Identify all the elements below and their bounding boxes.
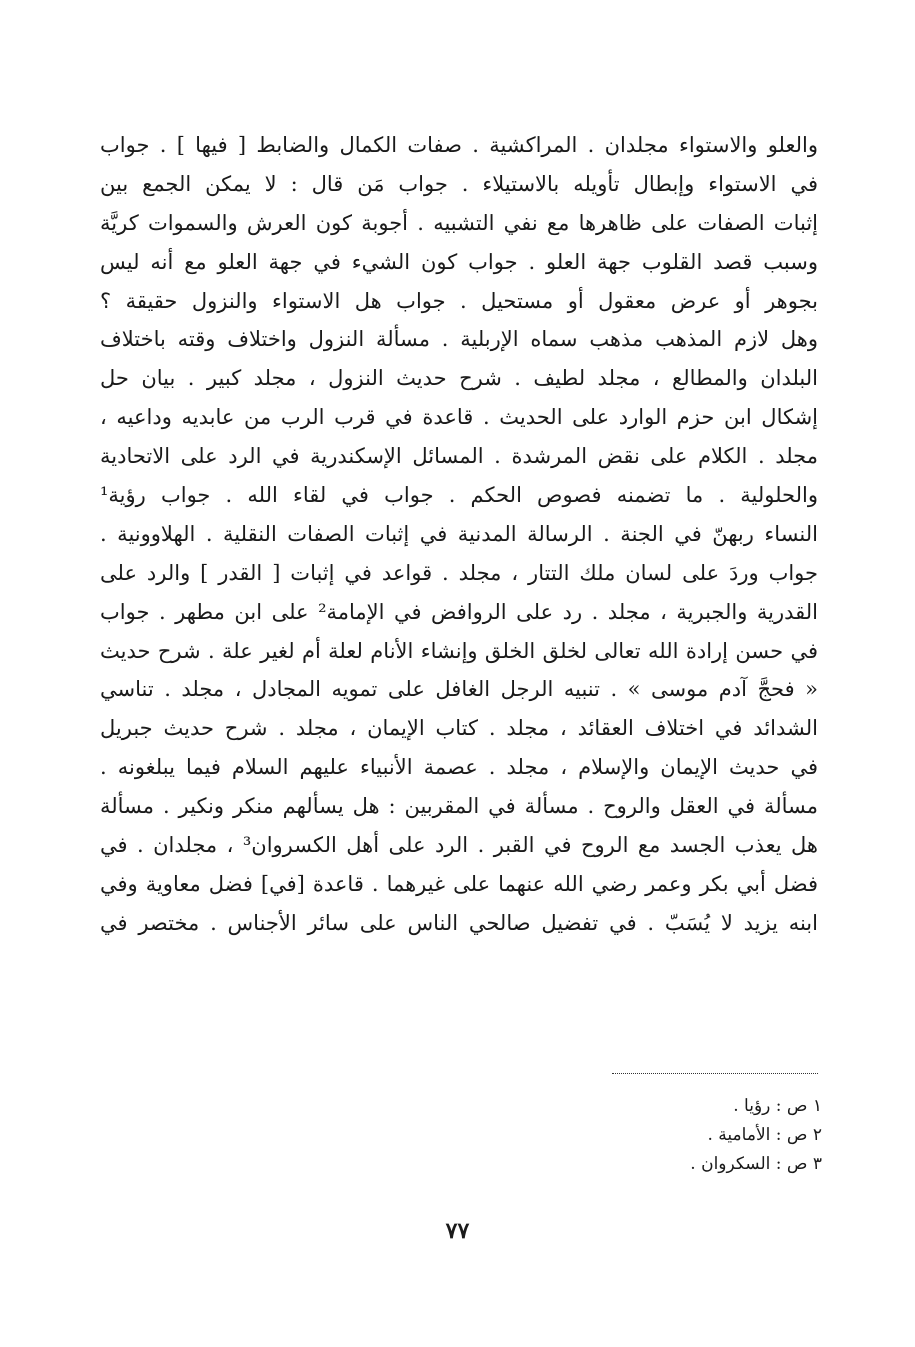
text-line: البلدان والمطالع ، مجلد لطيف . شرح حديث النزول ، مجلد كبير . بيان حل <box>100 366 818 391</box>
text-line: النساء ربهنّ في الجنة . الرسالة المدنية في إثبات الصفات النقلية . الهلاوونية . <box>100 521 818 546</box>
text-line: « فحجَّ آدم موسى » . تنبيه الرجل الغافل على تمويه المجادل ، مجلد . تناسي <box>100 677 818 702</box>
text-line: هل يعذب الجسد مع الروح في القبر . الرد على أهل الكسروان³ ، مجلدان . في <box>100 833 818 858</box>
text-line: بجوهر أو عرض معقول أو مستحيل . جواب هل الاستواء والنزول حقيقة ؟ <box>100 288 818 313</box>
text-line: فضل أبي بكر وعمر رضي الله عنهما على غيرهما . قاعدة [في] فضل معاوية وفي <box>100 871 818 896</box>
text-line: الشدائد في اختلاف العقائد ، مجلد . كتاب الإيمان ، مجلد . شرح حديث جبريل <box>100 716 818 741</box>
text-line: مجلد . الكلام على نقض المرشدة . المسائل الإسكندرية في الرد على الاتحادية <box>100 444 818 469</box>
footnote-separator <box>612 1073 818 1074</box>
text-line: والحلولية . ما تضمنه فصوص الحكم . جواب في لقاء الله . جواب رؤية¹ <box>100 483 818 508</box>
text-line: في حديث الإيمان والإسلام ، مجلد . عصمة الأنبياء عليهم السلام فيما يبلغونه . <box>100 755 818 780</box>
text-line: وهل لازم المذهب مذهب سماه الإربلية . مسألة النزول واختلاف وقته باختلاف <box>100 327 818 352</box>
footnote: ٢ ص : الأمامية . <box>707 1125 822 1145</box>
text-line: جواب وردَ على لسان ملك التتار ، مجلد . قواعد في إثبات [ القدر ] والرد على <box>100 560 818 585</box>
footnote: ١ ص : رؤيا . <box>733 1096 822 1116</box>
text-line: وسبب قصد القلوب جهة العلو . جواب كون الشيء في جهة العلو مع أنه ليس <box>100 249 818 274</box>
text-line: في حسن إرادة الله تعالى لخلق الخلق وإنشاء الأنام لعلة أم لغير علة . شرح حديث <box>100 638 818 663</box>
text-line: القدرية والجبرية ، مجلد . رد على الروافض في الإمامة² على ابن مطهر . جواب <box>100 599 818 624</box>
text-line: في الاستواء وإبطال تأويله بالاستيلاء . جواب مَن قال : لا يمكن الجمع بين <box>100 171 818 196</box>
text-line: إشكال ابن حزم الوارد على الحديث . قاعدة في قرب الرب من عابديه وداعيه ، <box>100 405 818 430</box>
main-text <box>100 126 818 943</box>
footnotes <box>690 1092 822 1179</box>
page-number: ٧٧ <box>445 1218 470 1244</box>
text-line: مسألة في العقل والروح . مسألة في المقربين : هل يسألهم منكر ونكير . مسألة <box>100 794 818 819</box>
text-line: ابنه يزيد لا يُسَبّ . في تفضيل صالحي الناس على سائر الأجناس . مختصر في <box>100 910 818 935</box>
text-line: إثبات الصفات على ظاهرها مع نفي التشبيه . أجوبة كون العرش والسموات كريَّة <box>100 210 818 235</box>
text-line: والعلو والاستواء مجلدان . المراكشية . صفات الكمال والضابط [ فيها ] . جواب <box>100 133 818 157</box>
footnote: ٣ ص : السكروان . <box>690 1154 822 1174</box>
